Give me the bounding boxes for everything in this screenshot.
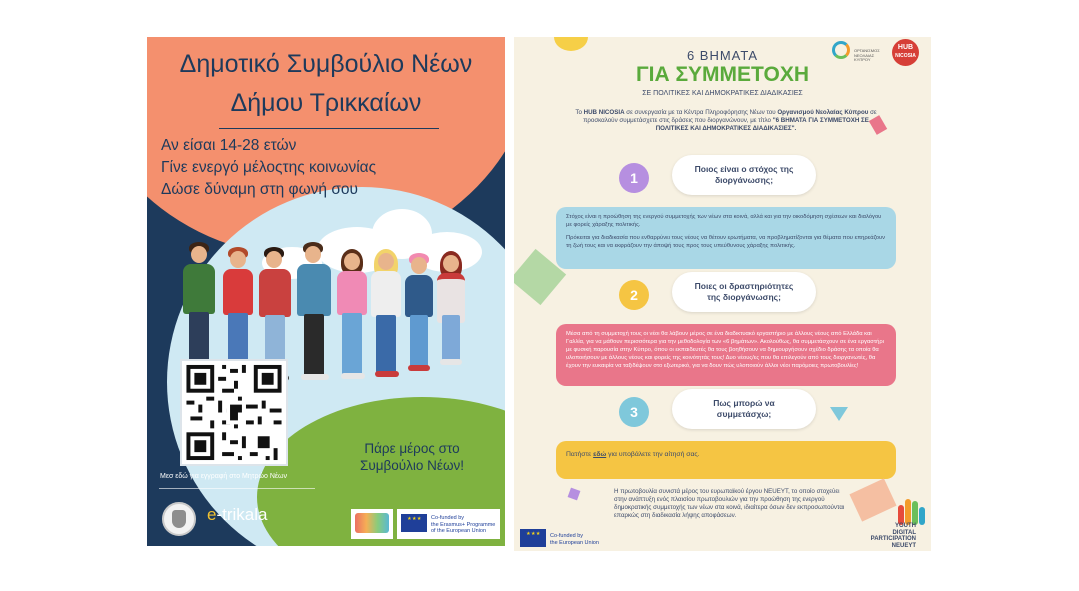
heading-participation: ΓΙΑ ΣΥΜΜΕΤΟΧΗ bbox=[635, 63, 809, 86]
org-logo-line3: ΚΥΠΡΟΥ bbox=[854, 57, 871, 62]
decorative-shape bbox=[849, 478, 896, 521]
eu-flag-icon bbox=[520, 529, 546, 547]
apply-here-link[interactable]: εδώ bbox=[593, 451, 607, 458]
hub-logo-line1: HUB bbox=[897, 44, 914, 51]
caption-divider bbox=[159, 488, 315, 489]
join-line1: Πάρε μέρος στο bbox=[364, 441, 460, 456]
step-2-answer bbox=[556, 324, 896, 386]
e-trikala-logo-text: -trikala bbox=[216, 505, 268, 524]
step-1-answer-p2: Πρόκειται για διαδικασία που ενθαρρύνει τους νέους να θέτουν ερωτήματα, να προβληματίζονται για θέματα που επηρεάζουν τη ζωή τους και να εκφράζουν την άποψή τους προς τους υπεύθυνους χάραξης πολιτικής. bbox=[566, 235, 886, 249]
step-3-answer-text: Πατήστε bbox=[566, 451, 594, 458]
intro-title: "6 ΒΗΜΑΤΑ ΓΙΑ ΣΥΜΜΕΤΟΧΗ ΣΕ ΠΟΛΙΤΙΚΕΣ ΚΑΙ ΔΗΜΟΚΡΑΤΙΚΕΣ ΔΙΑΔΙΚΑΣΙΕΣ". bbox=[655, 117, 869, 132]
step-1-question bbox=[672, 155, 816, 195]
step-2-question-line1: Ποιες οι δραστηριότητες bbox=[694, 281, 794, 291]
step-3-answer-text: για υποβάλετε την αίτησή σας. bbox=[606, 451, 700, 458]
step-3-question-line2: συμμετάσχω; bbox=[716, 409, 772, 419]
intro-org-name: Οργανισμού Νεολαίας Κύπρου bbox=[777, 109, 869, 116]
poster-title-line1: Δημοτικό Συμβούλιο Νέων bbox=[179, 50, 473, 78]
youth-council-poster bbox=[147, 37, 505, 546]
intro-hub-name: HUB NICOSIA bbox=[583, 109, 625, 116]
step-1-question-line2: διοργάνωσης; bbox=[714, 175, 774, 185]
step-1-number: 1 bbox=[619, 163, 649, 193]
eu-cofunded-text bbox=[550, 533, 599, 546]
intro-text: σε προσκαλούν συμμετάσχετε στις δράσεις που διοργανώνουν, με τίτλο bbox=[583, 109, 877, 124]
poster-voice-line: Δώσε δύναμη στη φωνή σου bbox=[161, 181, 359, 198]
org-logo-line2: ΝΕΟΛΑΙΑΣ bbox=[854, 52, 875, 58]
title-divider bbox=[219, 128, 439, 129]
eu-text-line3: of the European Union bbox=[431, 528, 487, 534]
youth-digital-participation-logo bbox=[854, 523, 916, 549]
youth-logo-line2: DIGITAL bbox=[892, 529, 916, 536]
decorative-shape bbox=[830, 407, 848, 421]
eu-line1: Co-funded by bbox=[550, 533, 584, 539]
poster-title-line2: Δήμου Τρικκαίων bbox=[230, 89, 422, 117]
step-3-question-line1: Πως μπορώ να bbox=[713, 398, 775, 408]
hub-logo-line2: NICOSIA bbox=[895, 53, 916, 59]
intro-text: Το bbox=[575, 109, 584, 116]
step-2-number: 2 bbox=[619, 280, 649, 310]
step-3-number: 3 bbox=[619, 397, 649, 427]
qr-code-pattern bbox=[182, 361, 286, 464]
poster-active-line: Γίνε ενεργό μέλοςτης κοινωνίας bbox=[161, 159, 377, 176]
step-3-question bbox=[672, 389, 816, 429]
heading-six-steps: 6 ΒΗΜΑΤΑ bbox=[686, 48, 759, 63]
eu-flag-icon bbox=[401, 514, 427, 532]
youth-logo-line1: YOUTH bbox=[895, 523, 916, 529]
intro-paragraph bbox=[572, 109, 880, 133]
step-2-question bbox=[672, 272, 816, 312]
eu-line2: the European Union bbox=[550, 539, 599, 546]
step-2-answer-p1: Μέσα από τη συμμετοχή τους οι νέοι θα λάβουν μέρος σε ένα διαδικτυακό εργαστήριο με άλλους νέους από Ελλάδα και Γαλλία, για να μάθουν περισσότερα για την μεθοδολογία των «6 βημάτων». Ακολούθως, θα συμμετάσχουν σε ένα εργαστήρι με φυσική παρουσία στην Κύπρο, όπου οι εκπαιδευτές θα τους βοηθήσουν να δημιουργήσουν σχέδιο δράσης τα οποία θα υλοποιήσουν με άλλους νέους και φορείς της κοινότητάς τους! Δυο νέους/ες που θα επιλεγούν από τους διοργανωτές, θα έχουν την ευκαιρία να ταξιδέψουν στο εξωτερικό, για να δουν πώς υλοποιούν άλλοι νέοι παρόμοιες πρωτοβουλίες! bbox=[566, 331, 884, 369]
registration-qr-code[interactable] bbox=[180, 359, 288, 466]
registration-caption: Μεσ εδώ για εγγραφή στο Μητρώο Νέων bbox=[160, 473, 287, 480]
municipality-seal-logo bbox=[162, 502, 196, 536]
neueyt-logo bbox=[351, 509, 393, 539]
e-trikala-logo bbox=[207, 505, 267, 525]
six-steps-flyer bbox=[514, 37, 931, 551]
step-3-answer bbox=[556, 441, 896, 479]
join-council-callout bbox=[352, 440, 472, 474]
eu-text-line2: the Erasmus+ Programme bbox=[431, 521, 496, 528]
youth-logo-brand: NEUEYT bbox=[891, 542, 916, 549]
eu-text-line1: Co-funded by bbox=[431, 515, 465, 521]
youth-logo-line3: PARTICIPATION bbox=[870, 536, 916, 542]
step-1-question-line1: Ποιος είναι ο στόχος της bbox=[694, 164, 794, 174]
intro-text: σε συνεργασία με τα Κέντρα Πληροφόρησης Νέων του bbox=[624, 109, 778, 116]
join-line2: Συμβούλιο Νέων! bbox=[360, 458, 464, 473]
poster-age-line: Αν είσαι 14-28 ετών bbox=[161, 137, 297, 154]
decorative-shape bbox=[568, 488, 581, 501]
step-2-question-line2: της διοργάνωσης; bbox=[707, 292, 781, 302]
e-trikala-logo-e: e bbox=[207, 505, 217, 524]
erasmus-cofunded-text bbox=[431, 515, 495, 535]
step-1-answer bbox=[556, 207, 896, 269]
closing-paragraph: Η πρωτοβουλία συνιστά μέρος του ευρωπαϊκού έργου NEUEYT, το οποίο στοχεύει στην ανάπτυξη ενός πλαισίου πρωτοβουλιών για την προώθηση της ενεργού δημοκρατικής συμμετοχής των νέων στα κοινά, ιδιαίτερα όσων δεν εκπροσωπούνται επαρκώς στη διαδικασία λήψης αποφάσεων. bbox=[614, 488, 845, 519]
org-logo-line1: ΟΡΓΑΝΙΣΜΟΣ bbox=[854, 48, 880, 53]
step-1-answer-p1: Στόχος είναι η προώθηση της ενεργού συμμετοχής των νέων στα κοινά, αλλά και για την οικοδόμηση σχέσεων και διαλόγου με φορείς χάραξης πολιτικής. bbox=[566, 214, 882, 228]
heading-subtitle: ΣΕ ΠΟΛΙΤΙΚΕΣ ΚΑΙ ΔΗΜΟΚΡΑΤΙΚΕΣ ΔΙΑΔΙΚΑΣΙΕΣ bbox=[642, 90, 803, 97]
erasmus-cofunded-logo bbox=[397, 509, 500, 539]
